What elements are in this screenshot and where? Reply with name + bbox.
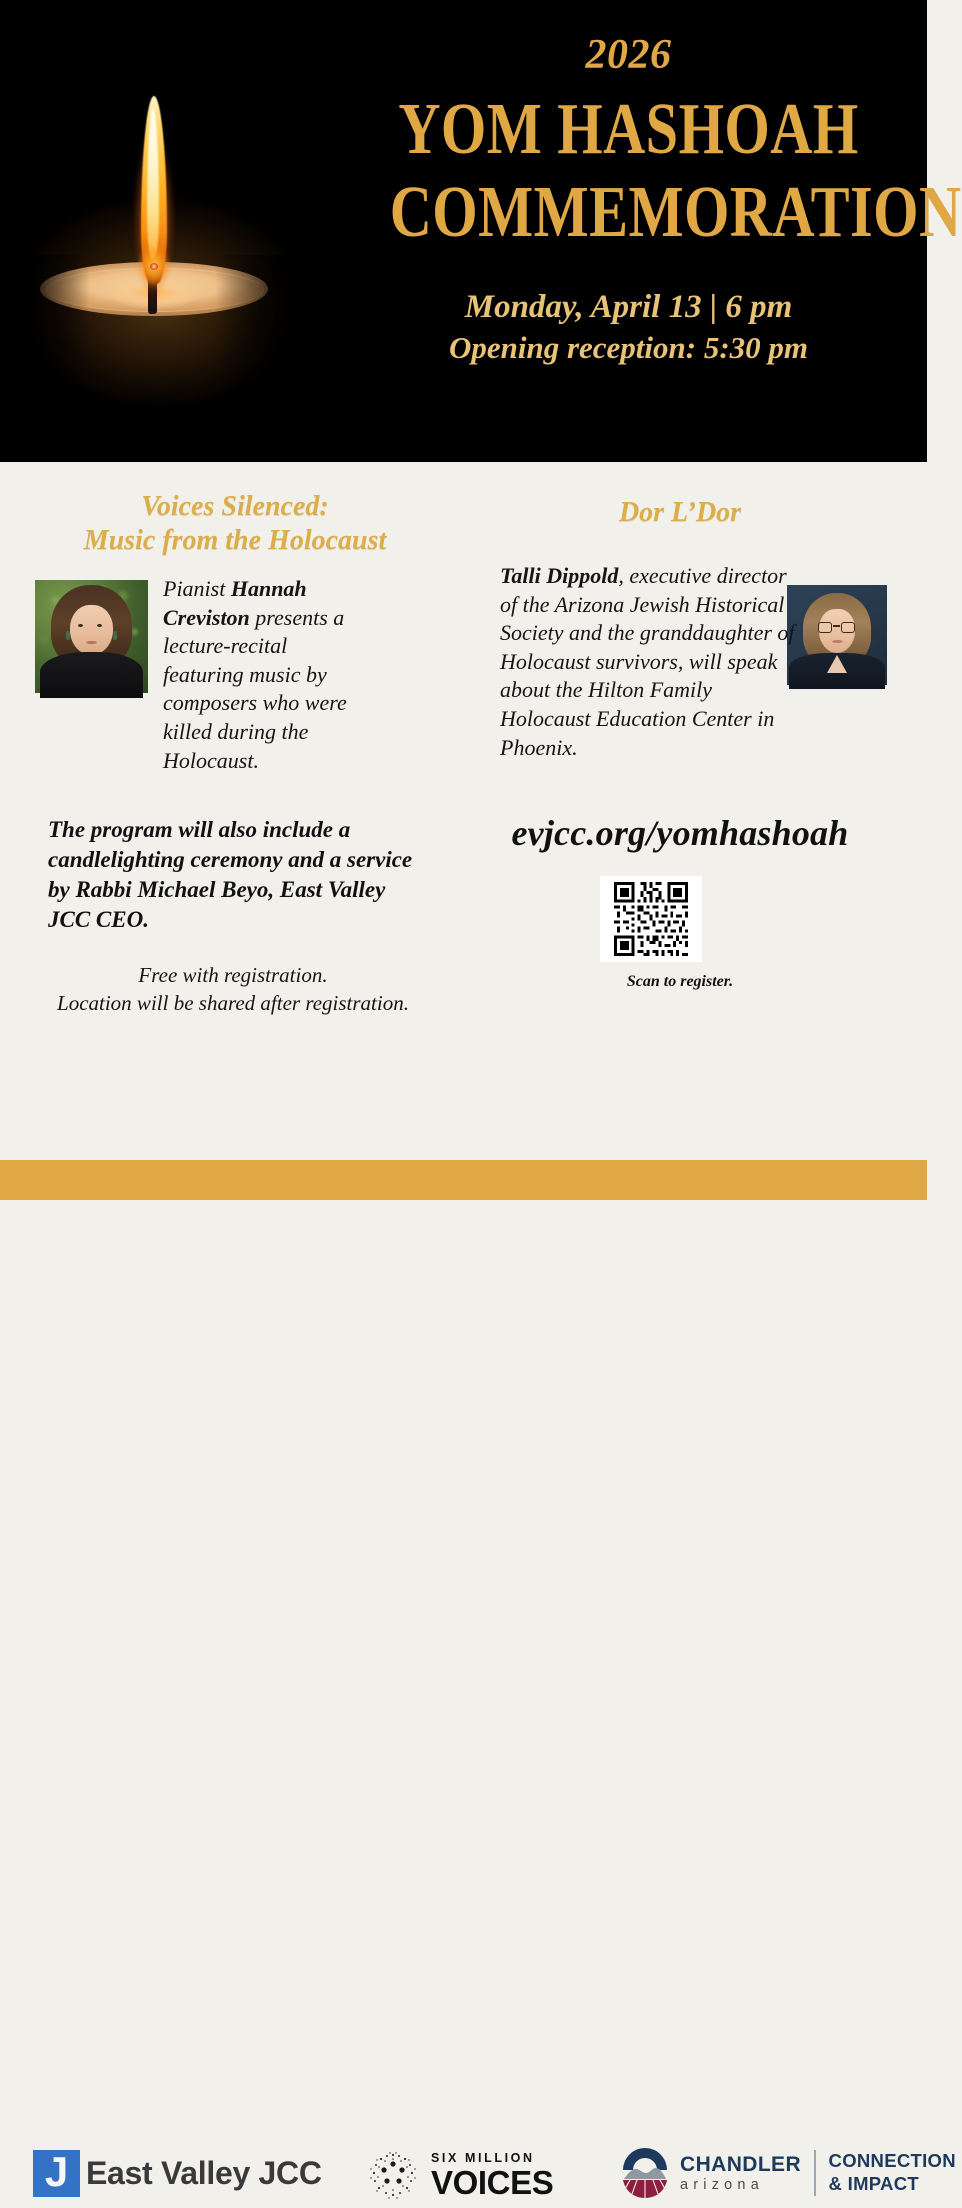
evjcc-mark-icon: [33, 2147, 80, 2197]
chandler-line2: arizona: [680, 2176, 764, 2193]
section-heading-voices-silenced: [30, 490, 440, 557]
smv-line2: VOICES: [431, 2164, 554, 2201]
registration-note-line2: Location will be shared after registration.: [57, 990, 409, 1015]
mouth-shape: [86, 641, 97, 644]
logo-east-valley-jcc[interactable]: [33, 2147, 322, 2197]
earring-left: [66, 631, 70, 640]
footer-logos: [0, 1060, 956, 2201]
hero-banner: [0, 0, 962, 462]
chandler-mark-icon: [617, 2146, 673, 2200]
chandler-tagline1: CONNECTION: [828, 2150, 956, 2172]
smv-line1: SIX MILLION: [431, 2151, 535, 2165]
bio-hannah-creviston: [163, 575, 368, 775]
bio-speaker-name: Talli Dippold: [500, 563, 619, 588]
avatar-hannah-creviston: [35, 580, 148, 693]
mouth-shape: [832, 640, 843, 643]
bio-body: presents a lecture-recital featuring music by composers who were killed during the Holocaust.: [163, 604, 347, 773]
bio-speaker-name: Hannah Creviston: [163, 576, 307, 630]
bottom-gold-bar: [0, 1160, 927, 1200]
dotted-circle-icon: [365, 2147, 421, 2203]
voices-silenced-line2: Music from the Holocaust: [83, 524, 387, 556]
candle-image: [0, 0, 330, 462]
glasses-left-lens: [818, 622, 832, 633]
hero-text-block: [330, 0, 962, 462]
logo-six-million-voices[interactable]: [365, 2147, 553, 2203]
avatar-talli-dippold: [787, 585, 887, 685]
torso-shape: [40, 652, 144, 697]
face-shape: [70, 605, 113, 655]
bio-talli-dippold: [500, 562, 795, 762]
scan-to-register-label: Scan to register.: [626, 973, 734, 990]
bio-prefix: Pianist: [163, 576, 231, 601]
body-section: [0, 462, 927, 1160]
evjcc-letter: J: [44, 2147, 69, 2195]
bio-body: , executive director of the Arizona Jewish Historical Society and the granddaughter of Holocaust survivors, will speak about the Hilton Family Holocaust Education Center in Phoenix.: [500, 563, 795, 760]
section-heading-dor-ldor: Dor L’Dor: [618, 497, 742, 528]
event-reception-time: Opening reception: 5:30 pm: [448, 330, 809, 366]
registration-note: [28, 962, 438, 1017]
voices-silenced-line1: Voices Silenced:: [141, 491, 329, 522]
glasses-right-lens: [841, 622, 855, 633]
glasses-bridge: [833, 625, 840, 627]
event-title-line2: COMMEMORATION: [389, 171, 962, 252]
candle-fade-bottom: [0, 408, 330, 468]
chandler-line1: CHANDLER: [680, 2152, 802, 2176]
logo-chandler-arizona[interactable]: [617, 2146, 956, 2200]
earring-right: [113, 631, 117, 640]
wick-ember: [150, 263, 158, 270]
event-year: 2026: [585, 32, 672, 78]
registration-url[interactable]: evjcc.org/yomhashoah: [511, 813, 849, 853]
program-note: The program will also include a candlelighting ceremony and a service by Rabbi Michael Beyo, East Valley JCC CEO.: [48, 817, 413, 932]
logo-divider: [814, 2150, 816, 2196]
qr-code[interactable]: [600, 876, 702, 962]
registration-note-line1: Free with registration.: [138, 963, 328, 987]
evjcc-wordmark: East Valley JCC: [86, 2155, 322, 2191]
event-date: Monday, April 13 | 6 pm: [464, 289, 793, 325]
event-title-line1: YOM HASHOAH: [398, 88, 859, 169]
chandler-tagline2: & IMPACT: [828, 2173, 919, 2194]
